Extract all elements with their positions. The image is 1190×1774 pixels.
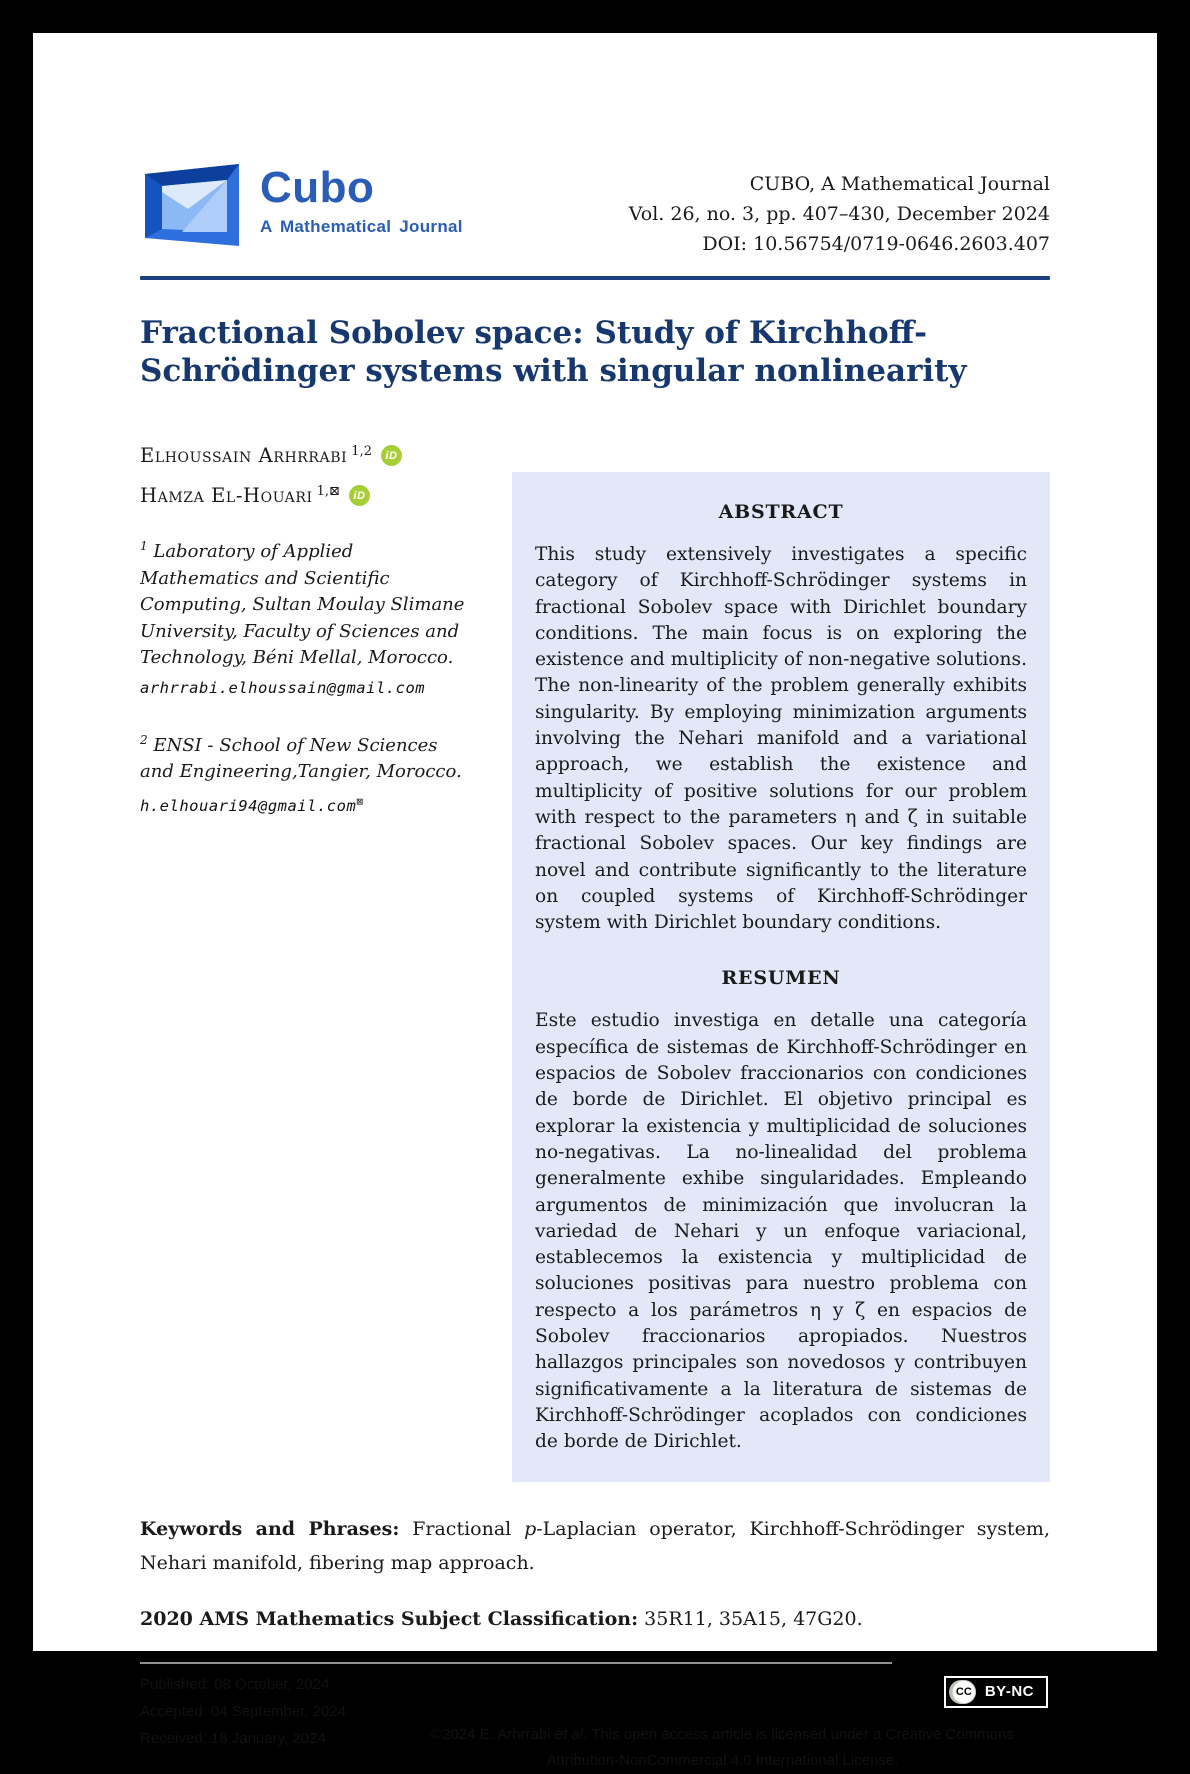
author-row [140, 484, 474, 507]
logo-wordmark: Cubo [260, 163, 375, 212]
header [140, 159, 1050, 259]
author-name: Hamza El-Houari [140, 484, 313, 507]
keywords-text: Fractional p-Laplacian operator, Kirchhoff-Schrödinger system, Nehari manifold, fibering map approach. [140, 1517, 1050, 1574]
paper-page [33, 33, 1157, 1769]
cc-by-nc-badge[interactable] [942, 1674, 1050, 1710]
paper-title: Fractional Sobolev space: Study of Kirchhoff-Schrödinger systems with singular nonlinearity [140, 315, 967, 389]
affiliation-text: ENSI - School of New Sciences and Engineering,Tangier, Morocco. [140, 734, 462, 782]
logo-tagline: A Mathematical Journal [260, 217, 463, 236]
ams-classification-line [140, 1606, 1050, 1632]
author-email[interactable] [140, 789, 474, 819]
envelope-icon: ⊠ [356, 794, 364, 808]
cube-logo-icon [140, 159, 246, 249]
email-text: h.elhouari94@gmail.com [140, 796, 357, 815]
author-affil-sup: 1,2 [351, 443, 372, 459]
author-email[interactable]: arhrrabi.elhoussain@gmail.com [140, 678, 426, 697]
footer-rule [140, 1662, 892, 1664]
affiliation-sup: 1 [140, 539, 148, 553]
affiliation-1 [140, 533, 474, 672]
ams-label: 2020 AMS Mathematics Subject Classification: [140, 1607, 639, 1630]
cc-badge-label: BY-NC [984, 1683, 1034, 1700]
keywords-line [140, 1512, 1050, 1580]
abstract-box [512, 472, 1050, 1482]
affiliation-sup: 2 [140, 732, 148, 747]
keywords-label: Keywords and Phrases: [140, 1517, 400, 1540]
journal-volume-line: Vol. 26, no. 3, pp. 407–430, December 2024 [628, 203, 1050, 225]
author-abstract-columns [140, 444, 1050, 1482]
accepted-date: Accepted: 04 September, 2024 [140, 1702, 346, 1720]
abstract-text: This study extensively investigates a specific category of Kirchhoff-Schrödinger systems in fractional Sobolev space with Dirichlet boundary conditions. The main focus is on exploring the existence and multiplicity of non-negative solutions. The non-linearity of the problem generally exhibits singularity. By employing minimization arguments involving the Nehari manifold and a variational approach, we establish the existence and multiplicity of positive solutions for our problem with respect to the parameters η and ζ in suitable fractional Sobolev spaces. Our key findings are novel and contribute significantly to the literature on coupled systems of Kirchhoff-Schrödinger system with Dirichlet boundary conditions. [535, 544, 1027, 934]
logo-text [260, 159, 463, 237]
resumen-heading: RESUMEN [721, 967, 841, 990]
author-name: Elhoussain Arhrrabi [140, 444, 348, 467]
journal-info [629, 159, 1050, 259]
license-block [395, 1674, 1050, 1774]
license-text: ©2024 E. Arhrrabi et al. This open access article is licensed under a Creative Commons Attribution-NonCommercial 4.0 International License. [431, 1725, 1014, 1769]
orcid-icon[interactable]: iD [349, 485, 370, 506]
author-column [140, 444, 474, 819]
affiliation-text: Laboratory of Applied Mathematics and Scientific Computing, Sultan Moulay Slimane University, Faculty of Sciences and Technology, Béni Mellal, Morocco. [140, 541, 465, 668]
ams-codes: 35R11, 35A15, 47G20. [644, 1607, 863, 1630]
article-dates [140, 1671, 346, 1774]
published-date: Published: 08 October, 2024 [140, 1675, 330, 1693]
journal-logo [140, 159, 463, 249]
footer [140, 1671, 1050, 1774]
orcid-icon[interactable]: iD [381, 445, 402, 466]
author-row [140, 444, 474, 467]
received-date: Received: 18 January, 2024 [140, 1729, 326, 1747]
affiliation-2 [140, 727, 474, 786]
journal-doi[interactable]: DOI: 10.56754/0719-0646.2603.407 [702, 233, 1050, 255]
cc-icon: CC [952, 1680, 976, 1704]
author-affil-sup: 1,⊠ [316, 483, 340, 499]
resumen-text: Este estudio investiga en detalle una categoría específica de sistemas de Kirchhoff-Schrödinger en espacios de Sobolev fraccionarios con condiciones de borde de Dirichlet. El objetivo principal es explorar la existencia y multiplicidad de soluciones no-negativas. La no-linealidad del problema generalmente exhibe singularidades. Empleando argumentos de minimización que involucran la variedad de Nehari y un enfoque variacional, establecemos la existencia y multiplicidad de soluciones positivas para nuestro problema con respecto a los parámetros η y ζ en espacios de Sobolev fraccionarios apropiados. Nuestros hallazgos principales son novedosos y contribuyen significativamente a la literatura de sistemas de Kirchhoff-Schrödinger acoplados con condiciones de borde de Dirichlet. [535, 1010, 1027, 1453]
header-rule [140, 276, 1050, 280]
journal-name: CUBO, A Mathematical Journal [749, 173, 1050, 195]
abstract-heading: ABSTRACT [718, 501, 844, 523]
